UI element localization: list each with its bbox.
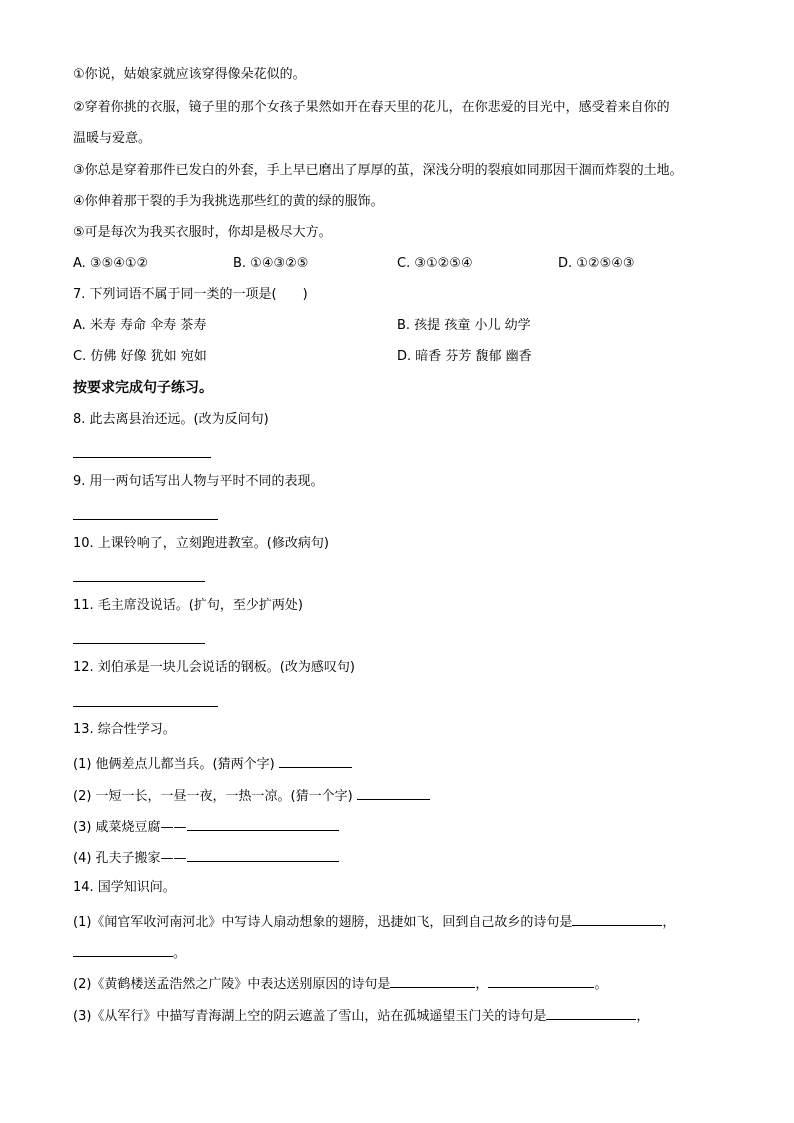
q11-text: 11. 毛主席没说话。(扩句，至少扩两处) [73,598,303,613]
q14-item-1-blank-b[interactable] [73,942,173,957]
sentence-2: ②穿着你挑的衣服，镜子里的那个女孩子果然如开在春天里的花儿，在你悲爱的目光中，感受着来自你的 [73,100,670,115]
q14-item-1-period: 。 [173,946,187,961]
q14-item-1-comma: ， [662,915,676,930]
q12-text: 12. 刘伯承是一块儿会说话的钢板。(改为感叹句) [73,660,355,675]
q14-item-2-blank-a[interactable] [390,973,475,988]
q14-item-3-text: (3)《从军行》中描写青海湖上空的阴云遮盖了雪山，站在孤城遥望玉门关的诗句是 [73,1009,547,1024]
q14-item-3-blank-a[interactable] [546,1005,636,1020]
q8-answer-line[interactable] [73,456,211,458]
q13-item-1 [73,753,352,774]
section-heading: 按要求完成句子练习。 [73,380,213,396]
sentence-2-continued: 温暖与爱意。 [73,131,152,146]
q7-option-a: A. 米寿 寿命 伞寿 茶寿 [73,318,207,333]
q13-item-1-blank[interactable] [279,753,352,768]
q7-stem: 7. 下列词语不属于同一类的一项是( ) [73,287,308,302]
q9-answer-line[interactable] [73,518,218,520]
q13-item-1-text: (1) 他俩差点儿都当兵。(猜两个字) [73,757,275,772]
q10-text: 10. 上课铃响了，立刻跑进教室。(修改病句) [73,536,329,551]
q10-answer-line[interactable] [73,580,205,582]
q8-text: 8. 此去离县治还远。(改为反问句) [73,412,269,427]
q7-option-d: D. 暗香 芬芳 馥郁 幽香 [397,349,532,364]
q14-item-2-comma: ， [475,977,489,992]
q6-option-c: C. ③①②⑤④ [397,256,473,271]
q14-stem: 14. 国学知识问。 [73,880,176,895]
q13-item-2 [73,785,430,806]
q13-item-4-text: (4) 孔夫子搬家—— [73,851,187,866]
q14-item-1-text: (1)《闻官军收河南河北》中写诗人扇动想象的翅膀，迅捷如飞，回到自己故乡的诗句是 [73,915,573,930]
q7-option-b: B. 孩提 孩童 小儿 幼学 [397,318,531,333]
q14-item-3-comma: ， [636,1009,650,1024]
q7-option-c: C. 仿佛 好像 犹如 宛如 [73,349,207,364]
q14-item-1 [73,911,675,932]
q13-item-3-text: (3) 咸菜烧豆腐—— [73,820,187,835]
q13-item-3-blank[interactable] [187,816,339,831]
q14-item-2-text: (2)《黄鹤楼送孟浩然之广陵》中表达送别原因的诗句是 [73,977,391,992]
q6-option-b: B. ①④③②⑤ [233,256,309,271]
q11-answer-line[interactable] [73,642,205,644]
q14-item-2-blank-b[interactable] [488,973,594,988]
q14-item-3 [73,1005,649,1026]
q13-item-3 [73,816,339,837]
q6-option-a: A. ③⑤④①② [73,256,149,271]
q13-item-4-blank[interactable] [187,847,339,862]
q14-item-2 [73,973,607,994]
sentence-5: ⑤可是每次为我买衣服时，你却是极尽大方。 [73,225,332,240]
q14-item-1-continued [73,942,186,963]
q9-text: 9. 用一两句话写出人物与平时不同的表现。 [73,474,324,489]
q13-item-4 [73,847,339,868]
sentence-3: ③你总是穿着那件已发白的外套，手上早已磨出了厚厚的茧，深浅分明的裂痕如同那因干涸而炸裂的土地。 [73,163,683,178]
q13-stem: 13. 综合性学习。 [73,722,176,737]
sentence-1: ①你说，姑娘家就应该穿得像朵花似的。 [73,67,306,82]
sentence-4: ④你伸着那干裂的手为我挑选那些红的黄的绿的服饰。 [73,194,384,209]
q13-item-2-blank[interactable] [357,785,430,800]
q13-item-2-text: (2) 一短一长，一昼一夜，一热一凉。(猜一个字) [73,789,353,804]
q12-answer-line[interactable] [73,705,218,707]
q6-option-d: D. ①②⑤④③ [558,256,635,271]
q14-item-1-blank-a[interactable] [572,911,662,926]
q14-item-2-period: 。 [594,977,608,992]
